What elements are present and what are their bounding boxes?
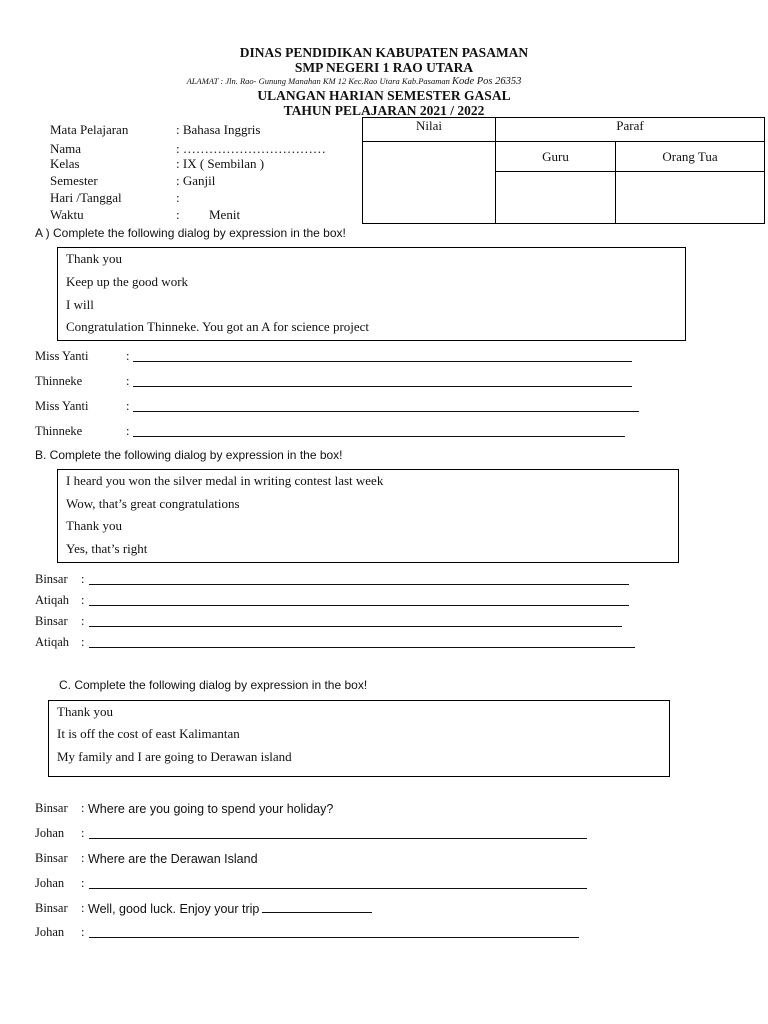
answer-line-b4[interactable] [89, 647, 635, 648]
info-label-class: Kelas [50, 156, 80, 171]
dialog-a-speaker: Miss Yanti [35, 399, 89, 413]
dialog-colon: : [126, 399, 130, 413]
dialog-c-speaker: Binsar [35, 851, 68, 865]
header-agency: DINAS PENDIDIKAN KABUPATEN PASAMAN [239, 45, 529, 60]
section-a-title: A ) Complete the following dialog by expression in the box! [35, 226, 346, 240]
info-label-date: Hari /Tanggal [50, 190, 122, 205]
dialog-colon: : [81, 593, 85, 607]
info-label-semester: Semester [50, 173, 98, 188]
dialog-c-speaker: Binsar [35, 901, 68, 915]
section-b-option: Wow, that’s great congratulations [66, 496, 240, 511]
dialog-c-speaker: Johan [35, 925, 65, 939]
section-c-option: Thank you [57, 704, 113, 719]
info-value-time: : [176, 207, 180, 222]
dialog-colon: : [81, 826, 85, 840]
section-c-expression-box [48, 700, 670, 777]
answer-line-a1[interactable] [133, 361, 632, 362]
grade-cell-parent-sign[interactable] [616, 172, 765, 224]
section-a-option: Congratulation Thinneke. You got an A for science project [66, 319, 370, 334]
grade-header-nilai: Nilai [363, 118, 496, 142]
dialog-c-question-text: Well, good luck. Enjoy your trip [88, 902, 260, 916]
info-value-name: : …………………………… [176, 141, 326, 156]
section-b-title: B. Complete the following dialog by expression in the box! [35, 448, 343, 462]
answer-line-c2[interactable] [89, 888, 587, 889]
answer-line-c3[interactable] [89, 937, 579, 938]
postal-code: Kode Pos 26353 [451, 76, 522, 87]
dialog-colon: : [126, 349, 130, 363]
grade-cell-teacher-sign[interactable] [496, 172, 616, 224]
answer-line-b2[interactable] [89, 605, 629, 606]
answer-line-b1[interactable] [89, 584, 629, 585]
header-school-year: TAHUN PELAJARAN 2021 / 2022 [283, 103, 485, 118]
info-label-subject: Mata Pelajaran [50, 122, 129, 137]
grade-header-guru: Guru [496, 142, 616, 172]
section-b-option: Thank you [66, 518, 122, 533]
answer-line-c1[interactable] [89, 838, 587, 839]
dialog-colon: : [81, 614, 85, 628]
dialog-c-speaker: Johan [35, 826, 65, 840]
dialog-colon: : [81, 851, 85, 865]
dialog-colon: : [126, 374, 130, 388]
address-text: ALAMAT : Jln. Rao- Gunung Manahan KM 12 Kec.Rao Utara Kab.Pasaman [186, 76, 450, 86]
dialog-c-question [88, 902, 372, 916]
dialog-c-question: Where are the Derawan Island [88, 852, 258, 866]
dialog-c-question: Where are you going to spend your holiday? [88, 802, 334, 816]
dialog-c-speaker: Binsar [35, 801, 68, 815]
info-value-semester: : Ganjil [176, 173, 216, 188]
dialog-b-speaker: Atiqah [35, 635, 70, 649]
info-unit-minutes: Menit [209, 207, 241, 222]
section-b-option: Yes, that’s right [66, 541, 148, 556]
dialog-colon: : [81, 572, 85, 586]
section-b-option: I heard you won the silver medal in writing contest last week [66, 473, 384, 488]
info-value-class: : IX ( Sembilan ) [176, 156, 265, 171]
info-label-time: Waktu [50, 207, 84, 222]
info-value-date: : [176, 190, 180, 205]
answer-line-a3[interactable] [133, 411, 639, 412]
section-c-option: It is off the cost of east Kalimantan [57, 726, 240, 741]
dialog-colon: : [81, 801, 85, 815]
dialog-c-speaker: Johan [35, 876, 65, 890]
section-a-expression-box [57, 247, 686, 341]
dialog-b-speaker: Binsar [35, 614, 68, 628]
answer-line-b3[interactable] [89, 626, 622, 627]
dialog-b-speaker: Atiqah [35, 593, 70, 607]
header-school: SMP NEGERI 1 RAO UTARA [294, 60, 474, 75]
answer-inline-blank[interactable] [262, 902, 372, 913]
dialog-colon: : [81, 876, 85, 890]
grade-table [362, 117, 765, 224]
dialog-colon: : [81, 901, 85, 915]
info-label-name: Nama [50, 141, 82, 156]
header-exam-title: ULANGAN HARIAN SEMESTER GASAL [257, 88, 511, 103]
grade-header-orang-tua: Orang Tua [616, 142, 765, 172]
dialog-colon: : [81, 925, 85, 939]
dialog-a-speaker: Miss Yanti [35, 349, 89, 363]
dialog-colon: : [126, 424, 130, 438]
dialog-a-speaker: Thinneke [35, 374, 83, 388]
section-a-option: Keep up the good work [66, 274, 189, 289]
grade-cell-score[interactable] [363, 142, 496, 224]
dialog-a-speaker: Thinneke [35, 424, 83, 438]
section-a-option: Thank you [66, 251, 122, 266]
section-a-option: I will [66, 297, 94, 312]
section-c-option: My family and I are going to Derawan island [57, 749, 292, 764]
answer-line-a2[interactable] [133, 386, 632, 387]
dialog-b-speaker: Binsar [35, 572, 68, 586]
section-c-title: C. Complete the following dialog by expression in the box! [59, 678, 368, 692]
section-b-expression-box [57, 469, 679, 563]
dialog-colon: : [81, 635, 85, 649]
header-address [0, 76, 708, 87]
answer-line-a4[interactable] [133, 436, 625, 437]
grade-header-paraf: Paraf [496, 118, 765, 142]
info-value-subject: : Bahasa Inggris [176, 122, 261, 137]
